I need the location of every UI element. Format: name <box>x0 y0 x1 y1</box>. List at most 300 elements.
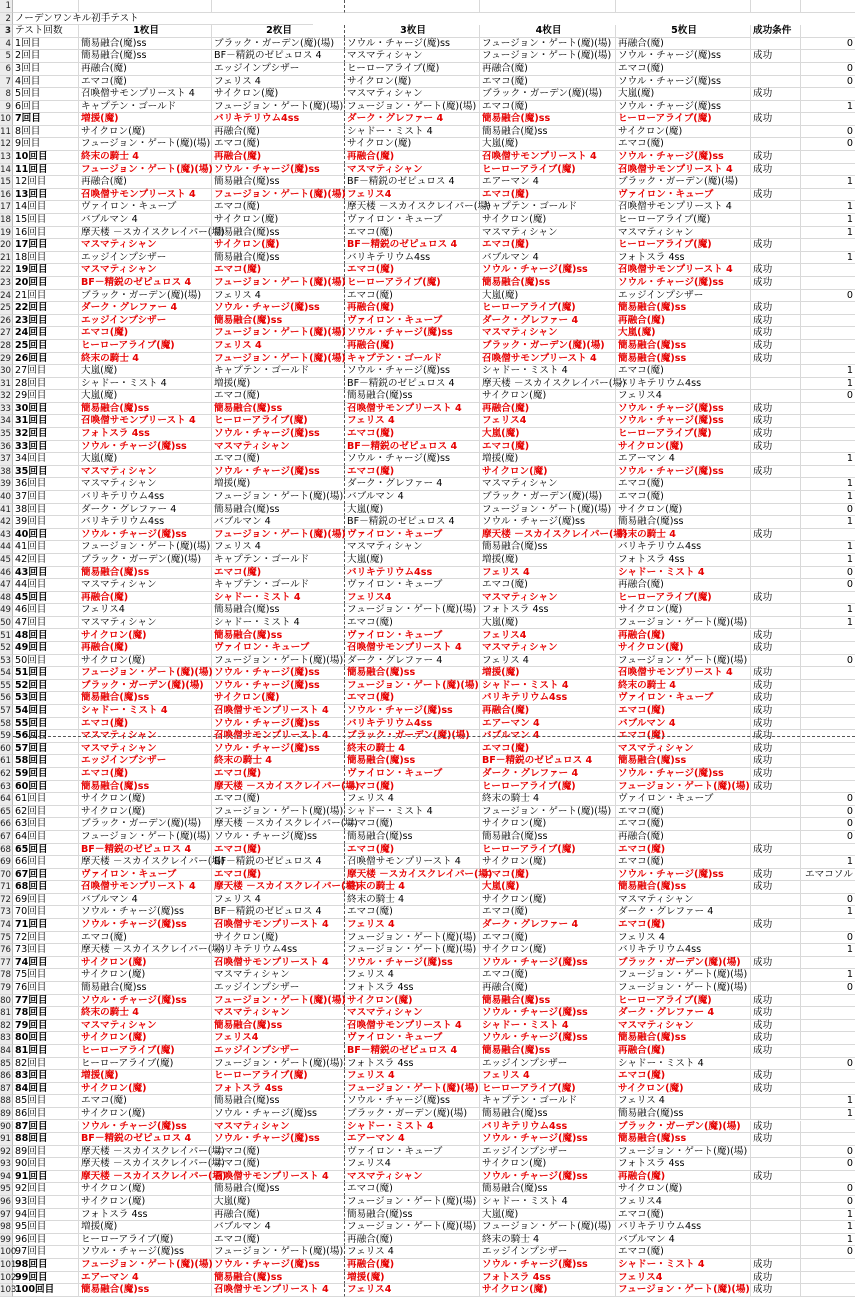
cell-card3[interactable]: エアーマン 4 <box>345 1133 480 1146</box>
row-number[interactable]: 33 <box>0 403 11 414</box>
cell-card1[interactable]: 簡易融合(魔)ss <box>79 38 212 51</box>
cell-extra[interactable]: 1 <box>801 365 855 378</box>
cell-card2[interactable]: ブラック・ガーデン(魔)(場) <box>212 38 345 51</box>
row-number[interactable]: 32 <box>0 391 11 402</box>
cell-card2[interactable]: エッジインプシザー <box>212 63 345 76</box>
cell-card2[interactable]: 再融合(魔) <box>212 126 345 139</box>
row-number[interactable]: 53 <box>0 655 11 666</box>
cell-card5[interactable]: 終末の騎士 4 <box>616 529 751 542</box>
row-number[interactable]: 83 <box>0 1033 11 1044</box>
cell-extra[interactable] <box>801 403 855 416</box>
cell-card1[interactable]: ブラック・ガーデン(魔)(場) <box>79 680 212 693</box>
cell-card3[interactable]: 終末の騎士 4 <box>345 894 480 907</box>
cell-extra[interactable] <box>801 1045 855 1058</box>
cell-card3[interactable]: フュージョン・ゲート(魔)(場) <box>345 101 480 114</box>
cell-card3[interactable]: エマコ(魔) <box>345 264 480 277</box>
cell-card1[interactable]: フュージョン・ゲート(魔)(場) <box>81 1259 213 1270</box>
cell-result[interactable] <box>751 1183 801 1196</box>
cell-card4[interactable]: 増援(魔) <box>480 453 616 466</box>
cell-test-count[interactable]: 54回目 <box>13 705 79 718</box>
cell-result[interactable] <box>751 831 801 844</box>
row-number[interactable]: 79 <box>0 983 11 994</box>
row-number[interactable]: 43 <box>0 529 11 540</box>
row-number[interactable]: 101 <box>0 1260 17 1270</box>
cell-card3[interactable]: 大嵐(魔) <box>345 554 480 567</box>
cell-card2[interactable]: フェリス 4 <box>212 76 345 89</box>
row-number[interactable]: 3 <box>0 25 13 38</box>
row-number[interactable]: 23 <box>0 277 11 288</box>
cell-result[interactable]: 成功 <box>751 1083 801 1096</box>
cell-card1[interactable]: エッジインプシザー <box>79 252 212 265</box>
cell-card2[interactable]: 召喚僧サモンプリースト 4 <box>212 730 345 743</box>
cell-card5[interactable]: フェリス 4 <box>616 1095 751 1108</box>
row-number[interactable]: 57 <box>0 706 11 717</box>
cell-result[interactable] <box>751 101 801 114</box>
cell-extra[interactable] <box>801 1121 855 1134</box>
cell-card2[interactable]: フュージョン・ゲート(魔)(場) <box>214 491 344 502</box>
cell-card5[interactable]: エマコ(魔) <box>616 844 751 857</box>
cell-card2[interactable]: サイクロン(魔) <box>212 214 345 227</box>
cell-card4[interactable]: ソウル・チャージ(魔)ss <box>480 1007 616 1020</box>
cell-test-count[interactable]: 35回目 <box>13 466 79 479</box>
cell-test-count[interactable]: 21回目 <box>13 290 79 303</box>
cell-test-count[interactable]: 39回目 <box>13 516 79 529</box>
cell-card1[interactable]: バリキテリウム4ss <box>79 516 212 529</box>
cell-result[interactable]: 成功 <box>751 869 801 882</box>
cell-test-count[interactable]: 84回目 <box>13 1083 79 1096</box>
cell-test-count[interactable]: 7回目 <box>13 113 79 126</box>
cell-extra[interactable] <box>801 1171 855 1184</box>
cell-test-count[interactable]: 89回目 <box>13 1146 79 1159</box>
cell-test-count[interactable]: 52回目 <box>13 680 79 693</box>
cell-card2[interactable]: エマコ(魔) <box>212 264 345 277</box>
cell-test-count[interactable]: 8回目 <box>13 126 79 139</box>
cell-card1[interactable]: マスマティシャン <box>79 1020 212 1033</box>
row-number[interactable]: 6 <box>0 63 13 76</box>
cell-extra[interactable]: 1 <box>801 617 855 630</box>
cell-card4[interactable]: エアーマン 4 <box>480 176 616 189</box>
cell-test-count[interactable]: 34回目 <box>13 453 79 466</box>
cell-result[interactable]: 成功 <box>751 692 801 705</box>
row-number[interactable]: 17 <box>0 202 11 213</box>
cell-card4[interactable]: 簡易融合(魔)ss <box>480 1045 616 1058</box>
cell-extra[interactable] <box>801 529 855 542</box>
cell-card2[interactable]: 簡易融合(魔)ss <box>212 1095 345 1108</box>
cell-card1[interactable]: エッジインプシザー <box>79 755 212 768</box>
cell-card3[interactable]: ソウル・チャージ(魔)ss <box>345 1095 480 1108</box>
cell-extra[interactable] <box>801 189 855 202</box>
cell-card2[interactable]: 召喚僧サモンプリースト 4 <box>212 957 345 970</box>
cell-card5[interactable]: フェリス4 <box>616 1272 751 1285</box>
cell-card4[interactable]: シャドー・ミスト 4 <box>480 680 616 693</box>
cell-card1[interactable]: 摩天楼 －スカイスクレイパー(場) <box>81 944 225 956</box>
row-number[interactable]: 11 <box>0 126 11 137</box>
cell-card5[interactable]: フェリス 4 <box>616 932 751 945</box>
cell-result[interactable]: 成功 <box>751 415 801 428</box>
cell-card1[interactable]: 簡易融合(魔)ss <box>79 1284 212 1297</box>
cell-extra[interactable] <box>801 302 855 315</box>
cell-test-count[interactable]: 56回目 <box>13 730 79 743</box>
cell-card2[interactable]: 簡易融合(魔)ss <box>212 176 345 189</box>
cell-result[interactable] <box>751 617 801 630</box>
cell-card5[interactable]: ヒーローアライブ(魔) <box>616 214 751 227</box>
cell-extra[interactable] <box>801 415 855 428</box>
cell-result[interactable] <box>751 1108 801 1121</box>
cell-extra[interactable]: 0 <box>801 290 855 303</box>
cell-card1[interactable]: マスマティシャン <box>79 730 212 743</box>
cell-extra[interactable]: 0 <box>801 1158 855 1171</box>
cell-extra[interactable] <box>801 1070 855 1083</box>
cell-card1[interactable]: フュージョン・ゲート(魔)(場) <box>81 830 211 842</box>
cell-card5[interactable]: ソウル・チャージ(魔)ss <box>616 76 751 89</box>
cell-card3[interactable]: 簡易融合(魔)ss <box>345 755 480 768</box>
cell-result[interactable] <box>751 227 801 240</box>
cell-extra[interactable] <box>801 441 855 454</box>
cell-card3[interactable]: 簡易融合(魔)ss <box>345 667 480 680</box>
cell-extra[interactable] <box>801 667 855 680</box>
cell-extra[interactable] <box>801 755 855 768</box>
cell-card4[interactable]: ソウル・チャージ(魔)ss <box>480 1133 616 1146</box>
cell-card3[interactable]: エマコ(魔) <box>345 1183 480 1196</box>
cell-card4[interactable]: ヒーローアライブ(魔) <box>480 844 616 857</box>
cell-card1[interactable]: サイクロン(魔) <box>79 806 212 819</box>
cell-test-count[interactable]: 75回目 <box>13 969 79 982</box>
cell-test-count[interactable]: 28回目 <box>13 378 79 391</box>
cell[interactable] <box>801 0 855 13</box>
cell-card1[interactable]: 摩天楼 －スカイスクレイパー(場) <box>81 856 225 868</box>
cell-card3[interactable]: ヴァイロン・キューブ <box>345 214 480 227</box>
cell-result[interactable]: 成功 <box>751 428 801 441</box>
cell-extra[interactable]: 0 <box>801 655 855 668</box>
cell-card4[interactable]: 召喚僧サモンプリースト 4 <box>480 151 616 164</box>
cell-result[interactable] <box>751 390 801 403</box>
cell-card4[interactable]: 再融合(魔) <box>480 982 616 995</box>
cell-card1[interactable]: ダーク・グレファー 4 <box>79 302 212 315</box>
cell-test-count[interactable]: 80回目 <box>13 1032 79 1045</box>
cell-extra[interactable] <box>801 1133 855 1146</box>
cell-card5[interactable]: 簡易融合(魔)ss <box>616 340 751 353</box>
cell-card4[interactable]: ブラック・ガーデン(魔)(場) <box>480 491 616 504</box>
cell-card1[interactable]: シャドー・ミスト 4 <box>79 705 212 718</box>
cell-card1[interactable]: サイクロン(魔) <box>79 1083 212 1096</box>
cell-card5[interactable]: 簡易融合(魔)ss <box>616 516 751 529</box>
cell-result[interactable]: 成功 <box>751 730 801 743</box>
cell-result[interactable]: 成功 <box>751 88 801 101</box>
row-number[interactable]: 56 <box>0 693 11 704</box>
cell-card3[interactable]: 再融合(魔) <box>345 151 480 164</box>
cell-card4[interactable]: 簡易融合(魔)ss <box>480 541 616 554</box>
cell-result[interactable] <box>751 906 801 919</box>
cell-result[interactable]: 成功 <box>751 1045 801 1058</box>
cell-card1[interactable]: 再融合(魔) <box>79 176 212 189</box>
cell-card3[interactable]: エマコ(魔) <box>345 227 480 240</box>
cell-card4[interactable]: 大嵐(魔) <box>480 428 616 441</box>
cell-test-count[interactable]: 66回目 <box>13 856 79 869</box>
cell-card2[interactable]: 摩天楼 －スカイスクレイパー(場) <box>214 780 360 792</box>
cell-test-count[interactable]: 33回目 <box>13 441 79 454</box>
cell-card4[interactable]: 簡易融合(魔)ss <box>480 1183 616 1196</box>
cell-card2[interactable]: 簡易融合(魔)ss <box>212 315 345 328</box>
cell-extra[interactable]: 0 <box>801 982 855 995</box>
cell-extra[interactable]: 1 <box>801 1209 855 1222</box>
cell-card4[interactable]: ソウル・チャージ(魔)ss <box>480 1259 616 1272</box>
cell-card4[interactable]: 大嵐(魔) <box>480 617 616 630</box>
cell-card4[interactable]: エッジインプシザー <box>480 1246 616 1259</box>
cell-result[interactable] <box>751 1158 801 1171</box>
cell-test-count[interactable]: 59回目 <box>13 768 79 781</box>
cell-card4[interactable]: フュージョン・ゲート(魔)(場) <box>480 38 616 51</box>
cell-card2[interactable]: ソウル・チャージ(魔)ss <box>212 743 345 756</box>
cell-result[interactable] <box>751 818 801 831</box>
cell-card4[interactable]: ダーク・グレファー 4 <box>480 315 616 328</box>
cell-card3[interactable]: フェリス4 <box>345 1284 480 1297</box>
cell-result[interactable] <box>751 894 801 907</box>
cell-card3[interactable]: BF－精鋭のゼピュロス 4 <box>345 1045 480 1058</box>
cell-card3[interactable]: 召喚僧サモンプリースト 4 <box>345 642 480 655</box>
row-number[interactable]: 61 <box>0 756 11 767</box>
cell-extra[interactable]: 1 <box>801 1095 855 1108</box>
cell-card1[interactable]: マスマティシャン <box>79 743 212 756</box>
cell-card4[interactable]: シャドー・ミスト 4 <box>480 365 616 378</box>
cell-card3[interactable]: フェリス 4 <box>345 793 480 806</box>
cell-card1[interactable]: 再融合(魔) <box>79 63 212 76</box>
cell-result[interactable] <box>751 1234 801 1247</box>
cell-card1[interactable]: 大嵐(魔) <box>79 390 212 403</box>
cell-card5[interactable]: フォトスラ 4ss <box>616 1158 751 1171</box>
cell-test-count[interactable]: 94回目 <box>13 1209 79 1222</box>
cell-card3[interactable]: 簡易融合(魔)ss <box>345 390 480 403</box>
row-number[interactable]: 87 <box>0 1083 11 1094</box>
cell-result[interactable] <box>751 504 801 517</box>
cell-card3[interactable]: 召喚僧サモンプリースト 4 <box>345 856 480 869</box>
cell-extra[interactable]: 0 <box>801 1146 855 1159</box>
row-number[interactable]: 25 <box>0 303 11 314</box>
cell-card5[interactable]: ヒーローアライブ(魔) <box>616 592 751 605</box>
header-result[interactable]: 成功条件 <box>751 25 801 38</box>
cell-card3[interactable]: エマコ(魔) <box>345 617 480 630</box>
cell-extra[interactable] <box>801 743 855 756</box>
cell-card4[interactable]: ヒーローアライブ(魔) <box>480 1083 616 1096</box>
cell-card4[interactable]: 簡易融合(魔)ss <box>480 126 616 139</box>
cell-card5[interactable]: エマコ(魔) <box>616 63 751 76</box>
cell-card3[interactable]: マスマティシャン <box>345 164 480 177</box>
cell-card2[interactable]: ソウル・チャージ(魔)ss <box>212 667 345 680</box>
cell-result[interactable] <box>751 491 801 504</box>
row-number[interactable]: 9 <box>0 101 13 114</box>
cell-test-count[interactable]: 9回目 <box>13 138 79 151</box>
cell-extra[interactable] <box>801 353 855 366</box>
cell-result[interactable]: 成功 <box>751 1284 801 1297</box>
cell-result[interactable] <box>751 214 801 227</box>
cell-test-count[interactable]: 23回目 <box>13 315 79 328</box>
cell-card3[interactable]: シャドー・ミスト 4 <box>345 1121 480 1134</box>
cell-extra[interactable]: 1 <box>801 944 855 957</box>
cell-card4[interactable]: マスマティシャン <box>480 642 616 655</box>
cell-result[interactable] <box>751 290 801 303</box>
cell-result[interactable]: 成功 <box>751 164 801 177</box>
row-number[interactable]: 50 <box>0 617 11 628</box>
cell-test-count[interactable]: 82回目 <box>13 1058 79 1071</box>
row-number[interactable]: 34 <box>0 416 11 427</box>
cell-card4[interactable]: サイクロン(魔) <box>480 856 616 869</box>
cell-card2[interactable]: バブルマン 4 <box>212 516 345 529</box>
cell-card3[interactable]: バブルマン 4 <box>345 491 480 504</box>
cell-card5[interactable]: フュージョン・ゲート(魔)(場) <box>616 655 751 668</box>
cell-card5[interactable]: エマコ(魔) <box>616 818 751 831</box>
row-number[interactable]: 70 <box>0 869 11 880</box>
cell-card5[interactable]: フォトスラ 4ss <box>616 554 751 567</box>
cell-extra[interactable] <box>801 1032 855 1045</box>
cell-card3[interactable]: シャドー・ミスト 4 <box>345 126 480 139</box>
cell-test-count[interactable]: 92回目 <box>13 1183 79 1196</box>
cell-card1[interactable]: バブルマン 4 <box>79 214 212 227</box>
cell-card5[interactable]: エマコ(魔) <box>616 705 751 718</box>
cell-result[interactable] <box>751 365 801 378</box>
cell-test-count[interactable]: 87回目 <box>13 1121 79 1134</box>
cell-card2[interactable]: フュージョン・ゲート(魔)(場) <box>214 1057 344 1069</box>
cell-card5[interactable]: ヒーローアライブ(魔) <box>616 113 751 126</box>
cell-card5[interactable]: ヒーローアライブ(魔) <box>616 428 751 441</box>
cell-extra[interactable] <box>801 995 855 1008</box>
cell-card1[interactable]: エアーマン 4 <box>79 1272 212 1285</box>
cell[interactable] <box>801 25 855 38</box>
cell-result[interactable]: 成功 <box>751 680 801 693</box>
row-number[interactable]: 26 <box>0 315 11 326</box>
cell-test-count[interactable]: 45回目 <box>13 592 79 605</box>
cell-extra[interactable] <box>801 680 855 693</box>
cell-card2[interactable]: フェリス 4 <box>212 541 345 554</box>
row-number[interactable]: 93 <box>0 1159 11 1170</box>
cell-card4[interactable]: 再融合(魔) <box>480 63 616 76</box>
cell-result[interactable] <box>751 252 801 265</box>
cell-card1[interactable]: BF－精鋭のゼピュロス 4 <box>79 1133 212 1146</box>
cell-card2[interactable]: BF－精鋭のゼピュロス 4 <box>212 50 345 63</box>
cell-card2[interactable]: マスマティシャン <box>212 969 345 982</box>
row-number[interactable]: 29 <box>0 353 11 364</box>
cell-card1[interactable]: ヒーローアライブ(魔) <box>79 1058 212 1071</box>
cell-extra[interactable] <box>801 151 855 164</box>
cell-card5[interactable]: フュージョン・ゲート(魔)(場) <box>616 1146 751 1159</box>
cell-card2[interactable]: サイクロン(魔) <box>212 88 345 101</box>
cell-test-count[interactable]: 1回目 <box>13 38 79 51</box>
cell-card3[interactable]: ヴァイロン・キューブ <box>345 768 480 781</box>
row-number[interactable]: 98 <box>0 1222 11 1233</box>
row-number[interactable]: 49 <box>0 605 11 616</box>
cell-card4[interactable]: 簡易融合(魔)ss <box>480 995 616 1008</box>
cell-card3[interactable]: 召喚僧サモンプリースト 4 <box>345 1020 480 1033</box>
cell-card4[interactable]: エマコ(魔) <box>480 869 616 882</box>
cell-card2[interactable]: ソウル・チャージ(魔)ss <box>212 1133 345 1146</box>
cell-card2[interactable]: 増援(魔) <box>212 478 345 491</box>
cell-card2[interactable]: 終末の騎士 4 <box>212 755 345 768</box>
cell-test-count[interactable]: 18回目 <box>13 252 79 265</box>
cell-card5[interactable]: サイクロン(魔) <box>616 1183 751 1196</box>
cell-result[interactable] <box>751 1221 801 1234</box>
cell-card3[interactable]: フュージョン・ゲート(魔)(場) <box>345 1196 480 1209</box>
cell-result[interactable] <box>751 1246 801 1259</box>
cell-card4[interactable]: ソウル・チャージ(魔)ss <box>480 957 616 970</box>
cell-card5[interactable]: フュージョン・ゲート(魔)(場) <box>616 617 751 630</box>
cell-extra[interactable]: 0 <box>801 390 855 403</box>
cell-card3[interactable]: BF－精鋭のゼピュロス 4 <box>345 378 480 391</box>
cell-card2[interactable]: エマコ(魔) <box>212 1158 345 1171</box>
cell-result[interactable]: 成功 <box>751 113 801 126</box>
cell-card3[interactable]: ソウル・チャージ(魔)ss <box>345 365 480 378</box>
cell-card2[interactable]: フェリス 4 <box>212 290 345 303</box>
cell-card2[interactable]: エッジインプシザー <box>212 982 345 995</box>
cell-card2[interactable]: バリキテリウム4ss <box>212 113 345 126</box>
cell-result[interactable]: 成功 <box>751 592 801 605</box>
cell-card4[interactable]: ヒーローアライブ(魔) <box>480 302 616 315</box>
cell-card1[interactable]: マスマティシャン <box>79 466 212 479</box>
row-number[interactable]: 16 <box>0 189 11 200</box>
cell-card5[interactable]: シャドー・ミスト 4 <box>616 1058 751 1071</box>
row-number[interactable]: 44 <box>0 542 11 553</box>
cell-test-count[interactable]: 4回目 <box>13 76 79 89</box>
cell-card2[interactable]: シャドー・ミスト 4 <box>212 592 345 605</box>
cell-card1[interactable]: ブラック・ガーデン(魔)(場) <box>79 818 212 831</box>
row-number[interactable]: 14 <box>0 164 11 175</box>
row-number[interactable]: 18 <box>0 215 11 226</box>
cell-extra[interactable]: 0 <box>801 76 855 89</box>
row-number[interactable]: 62 <box>0 768 11 779</box>
cell-card1[interactable]: 簡易融合(魔)ss <box>79 567 212 580</box>
cell-card4[interactable]: キャプテン・ゴールド <box>480 201 616 214</box>
cell-card4[interactable]: エアーマン 4 <box>480 718 616 731</box>
cell-card1[interactable]: 召喚僧サモンプリースト 4 <box>79 881 212 894</box>
row-number[interactable]: 95 <box>0 1184 11 1195</box>
cell-card3[interactable]: ソウル・チャージ(魔)ss <box>345 38 480 51</box>
cell-card1[interactable]: エマコ(魔) <box>79 718 212 731</box>
cell-card1[interactable]: ヒーローアライブ(魔) <box>79 1234 212 1247</box>
cell-card3[interactable]: ヴァイロン・キューブ <box>345 529 480 542</box>
cell-card4[interactable]: マスマティシャン <box>480 592 616 605</box>
cell-test-count[interactable]: 36回目 <box>13 478 79 491</box>
cell-result[interactable]: 成功 <box>751 1133 801 1146</box>
cell-card2[interactable]: ソウル・チャージ(魔)ss <box>212 718 345 731</box>
cell-card1[interactable]: サイクロン(魔) <box>79 957 212 970</box>
cell-card3[interactable]: エマコ(魔) <box>345 692 480 705</box>
cell-card5[interactable]: ヴァイロン・キューブ <box>616 189 751 202</box>
cell-test-count[interactable]: 61回目 <box>13 793 79 806</box>
row-number[interactable]: 45 <box>0 554 11 565</box>
cell-card5[interactable]: 大嵐(魔) <box>616 327 751 340</box>
cell-card2[interactable]: 簡易融合(魔)ss <box>212 604 345 617</box>
cell-card3[interactable]: ブラック・ガーデン(魔)(場) <box>345 1108 480 1121</box>
cell-card2[interactable]: ソウル・チャージ(魔)ss <box>212 164 345 177</box>
cell-result[interactable] <box>751 453 801 466</box>
cell-card1[interactable]: ソウル・チャージ(魔)ss <box>79 529 212 542</box>
cell-card2[interactable]: ヒーローアライブ(魔) <box>212 415 345 428</box>
cell-card5[interactable]: マスマティシャン <box>616 894 751 907</box>
cell-test-count[interactable]: 12回目 <box>13 176 79 189</box>
row-number[interactable]: 90 <box>0 1121 11 1132</box>
cell-extra[interactable] <box>801 844 855 857</box>
cell-extra[interactable]: 1 <box>801 176 855 189</box>
cell-card1[interactable]: エッジインプシザー <box>79 315 212 328</box>
cell-card2[interactable]: エマコ(魔) <box>212 793 345 806</box>
cell-result[interactable]: 成功 <box>751 957 801 970</box>
cell-card2[interactable]: 簡易融合(魔)ss <box>212 1183 345 1196</box>
cell-result[interactable] <box>751 541 801 554</box>
cell-card3[interactable]: ブラック・ガーデン(魔)(場) <box>345 730 480 743</box>
cell-card1[interactable]: 召喚僧サモンプリースト 4 <box>79 88 212 101</box>
cell-card1[interactable]: 再融合(魔) <box>79 642 212 655</box>
cell-card1[interactable]: 摩天楼 －スカイスクレイパー(場) <box>81 1145 225 1157</box>
cell-result[interactable] <box>751 982 801 995</box>
cell-card1[interactable]: キャプテン・ゴールド <box>79 101 212 114</box>
row-number[interactable]: 21 <box>0 252 11 263</box>
